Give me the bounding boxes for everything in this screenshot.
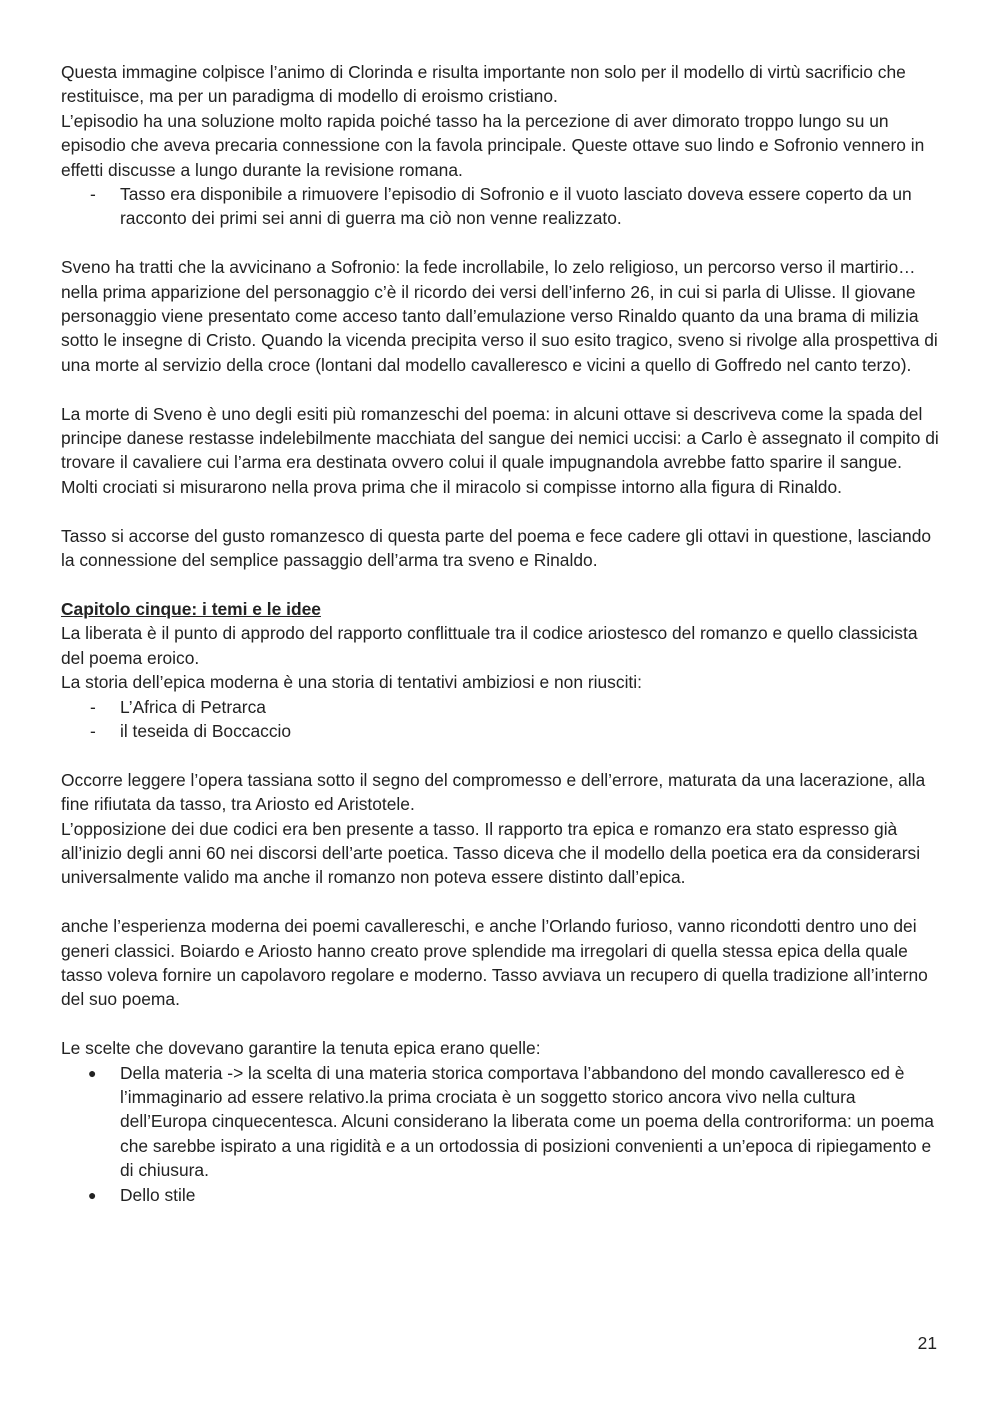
bullet-marker: ● — [88, 1186, 97, 1203]
list-item — [61, 719, 943, 743]
list-item-text: Dello stile — [120, 1184, 196, 1205]
dash-list — [61, 695, 943, 744]
dash-marker: - — [90, 696, 96, 717]
list-item — [61, 695, 943, 719]
paragraph: L’episodio ha una soluzione molto rapida poiché tasso ha la percezione di aver dimorato troppo lungo su un episodio che aveva precaria connessione con la favola principale. Queste ottave suo lindo e Sofronio vennero in effetti discusse a lungo durante la revisione romana. — [61, 110, 925, 180]
list-item-text: Della materia -> la scelta di una materia storica comportava l’abbandono del mondo cavalleresco ed è l’immaginario ad essere relativo.la prima crociata è un soggetto storico ancora vivo nella cultura dell’Europa cinquecentesca. Alcuni considerano la liberata come un poema della controriforma: un poema che sarebbe ispirato a una rigidità e a un ortodossia di posizioni convenienti a un’epoca di ripiegamento e di chiusura. — [120, 1062, 934, 1181]
paragraph: L’opposizione dei due codici era ben presente a tasso. Il rapporto tra epica e romanzo era stato espresso già all’inizio degli anni 60 nei discorsi dell’arte poetica. Tasso diceva che il modello della poetica era da considerarsi universalmente valido ma anche il romanzo non poteva essere distinto dall’epica. — [61, 818, 921, 888]
list-item-text: Tasso era disponibile a rimuovere l’episodio di Sofronio e il vuoto lasciato doveva essere coperto da un racconto dei primi sei anni di guerra ma ciò non venne realizzato. — [120, 184, 912, 229]
paragraph: Occorre leggere l’opera tassiana sotto il segno del compromesso e dell’errore, maturata da una lacerazione, alla fine rifiutata da tasso, tra Ariosto ed Aristotele. — [61, 769, 926, 815]
document-page — [61, 60, 943, 1207]
paragraph: nella prima apparizione del personaggio c’è il ricordo dei versi dell’inferno 26, in cui si parla di Ulisse. Il giovane personaggio viene presentato come acceso tanto dall’emulazione verso Rinaldo quanto da una brama di milizia sotto le insegne di Cristo. Quando la vicenda precipita verso il suo esito tragico, sveno si rivolge alla prospettiva di una morte al servizio della croce (lontani dal modello cavalleresco e vicini a quello di Goffredo nel canto terzo). — [61, 281, 938, 375]
dash-marker: - — [90, 720, 96, 741]
paragraph: La morte di Sveno è uno degli esiti più romanzeschi del poema: in alcuni ottave si descriveva come la spada del principe danese restasse indelebilmente macchiata del sangue dei nemici uccisi: a Carlo è assegnato il compito di trovare il cavaliere cui l’arma era destinata ovvero colui il quale impugnandola avrebbe fatto sparire il sangue. Molti crociati si misurarono nella prova prima che il miracolo si compisse intorno alla figura di Rinaldo. — [61, 403, 939, 497]
paragraph: Le scelte che dovevano garantire la tenuta epica erano quelle: — [61, 1038, 541, 1059]
paragraph: anche l’esperienza moderna dei poemi cavallereschi, e anche l’Orlando furioso, vanno ricondotti dentro uno dei generi classici. Boiardo e Ariosto hanno creato prove splendide ma irregolari di quella stessa epica della quale tasso voleva fornire un capolavoro regolare e moderno. Tasso avviava un recupero di quella tradizione all’interno del suo poema. — [61, 916, 928, 1010]
paragraph: Sveno ha tratti che la avvicinano a Sofronio: la fede incrollabile, lo zelo religioso, un percorso verso il martirio… — [61, 257, 916, 278]
list-item-text: il teseida di Boccaccio — [120, 720, 292, 741]
page-number: 21 — [917, 1333, 937, 1353]
bullet-marker: ● — [88, 1064, 97, 1081]
dash-list — [61, 182, 943, 231]
list-item — [61, 1061, 943, 1183]
list-item-text: L’Africa di Petrarca — [120, 696, 266, 717]
paragraph: Questa immagine colpisce l’animo di Clorinda e risulta importante non solo per il modello di virtù sacrificio che restituisce, ma per un paradigma di modello di eroismo cristiano. — [61, 62, 906, 107]
dash-marker: - — [90, 184, 96, 205]
section-heading: Capitolo cinque: i temi e le idee — [61, 598, 321, 619]
paragraph: La storia dell’epica moderna è una storia di tentativi ambiziosi e non riusciti: — [61, 672, 642, 693]
list-item — [61, 182, 943, 231]
paragraph: Tasso si accorse del gusto romanzesco di questa parte del poema e fece cadere gli ottavi in questione, lasciando la connessione del semplice passaggio dell’arma tra sveno e Rinaldo. — [61, 525, 932, 571]
paragraph: La liberata è il punto di approdo del rapporto conflittuale tra il codice ariostesco del romanzo e quello classicista del poema eroico. — [61, 623, 918, 668]
list-item — [61, 1183, 943, 1207]
bullet-list — [61, 1061, 943, 1207]
